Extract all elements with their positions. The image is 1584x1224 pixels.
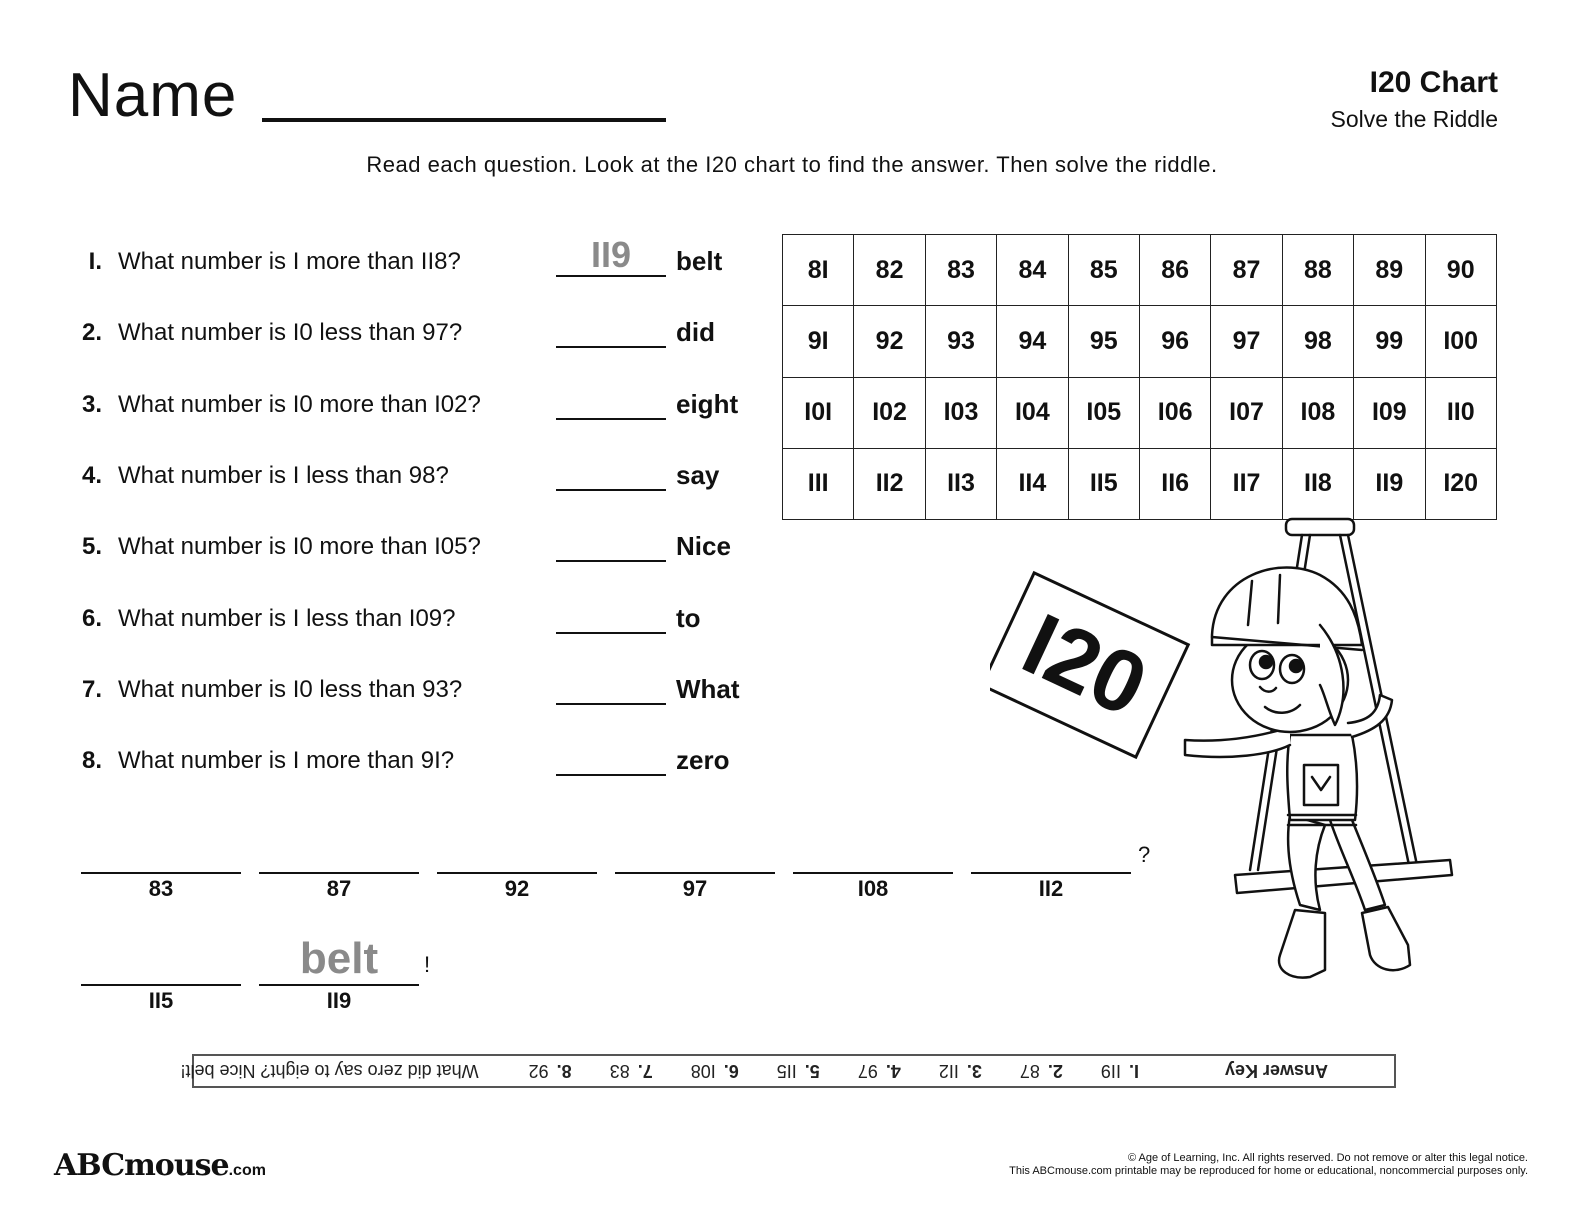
answer-key-item (610, 1062, 653, 1082)
chart-cell: 98 (1283, 306, 1354, 377)
chart-cell: 82 (854, 235, 925, 306)
question-row (74, 670, 774, 710)
answer-word: to (676, 602, 701, 633)
chart-cell: 88 (1283, 235, 1354, 306)
question-number: 6. (81, 604, 102, 632)
question-number: 2. (81, 319, 102, 347)
riddle-number-label: II5 (148, 988, 174, 1013)
answer-key-num: I. (1128, 1061, 1139, 1082)
riddle-number-label: I08 (857, 876, 889, 901)
question-row (74, 599, 774, 639)
chart-cell: I02 (854, 378, 925, 449)
answer-key-item (1020, 1062, 1063, 1082)
answer-blank[interactable] (556, 346, 666, 348)
answer-key-strip (180, 1054, 1396, 1088)
chart-cell: II3 (926, 449, 997, 520)
chart-cell: II0 (1426, 378, 1497, 449)
chart-cell: 85 (1069, 235, 1140, 306)
answer-key-item (529, 1062, 572, 1082)
answer-key-num: 2. (1047, 1061, 1063, 1082)
riddle-exclamation: ! (424, 952, 431, 977)
riddle-word: belt (299, 934, 379, 983)
question-number: 5. (81, 533, 102, 561)
chart-cell: I04 (997, 378, 1068, 449)
question-number: 7. (81, 675, 102, 703)
chart-cell: II7 (1211, 449, 1282, 520)
logo-main: ABCmouse (54, 1148, 229, 1183)
answer-key-value: 83 (609, 1061, 630, 1082)
answer-blank[interactable] (556, 632, 666, 634)
chart-cell: 96 (1140, 306, 1211, 377)
chart-cell: I07 (1211, 378, 1282, 449)
abcmouse-logo (54, 1148, 266, 1183)
chart-cell: 83 (926, 235, 997, 306)
answer-key-num: 7. (637, 1061, 653, 1082)
answer-key-value: II5 (776, 1061, 797, 1082)
question-number: 8. (81, 747, 102, 775)
chart-cell: 86 (1140, 235, 1211, 306)
chart-cell: 84 (997, 235, 1068, 306)
riddle-number-label: 83 (148, 876, 174, 901)
answer-word: zero (676, 745, 730, 776)
girl-on-swing-illustration (990, 515, 1470, 995)
chart-cell: II9 (1354, 449, 1425, 520)
riddle-number-label: II9 (326, 988, 352, 1013)
riddle-number-label: 92 (504, 876, 530, 901)
worksheet-subtitle: Solve the Riddle (1330, 106, 1498, 132)
question-text: What number is I0 less than 97? (118, 319, 463, 347)
riddle-number-label: 87 (326, 876, 352, 901)
question-number: 4. (81, 461, 102, 489)
riddle-number-label: II2 (1038, 876, 1064, 901)
answer-word: Nice (676, 531, 731, 562)
answer-key-num: 5. (804, 1061, 820, 1082)
riddle-number-label: 97 (682, 876, 708, 901)
question-text: What number is I more than II8? (118, 248, 461, 275)
answer-key-num: 8. (556, 1061, 572, 1082)
answer-key-title: Answer Key (1224, 1061, 1328, 1082)
question-text: What number is I less than 98? (118, 461, 449, 489)
answer-blank[interactable] (556, 774, 666, 776)
question-number: 3. (81, 390, 102, 418)
answer-key-item (691, 1062, 739, 1082)
question-number: I. (88, 248, 102, 275)
legal-notice (928, 1152, 1528, 1178)
answer-key-item (777, 1062, 820, 1082)
legal-line-2: This ABCmouse.com printable may be reproduced for home or educational, noncommercial purposes only. (1009, 1165, 1528, 1177)
answer-key-items (491, 1061, 1139, 1082)
riddle-blank-line[interactable] (259, 872, 419, 874)
chart-cell: 99 (1354, 306, 1425, 377)
chart-cell: II4 (997, 449, 1068, 520)
answer-blank[interactable] (556, 560, 666, 562)
question-row (74, 527, 774, 567)
answer-word: belt (676, 246, 723, 276)
chart-cell: 92 (854, 306, 925, 377)
answer-word: say (676, 459, 720, 490)
answer-blank[interactable] (556, 489, 666, 491)
question-row (74, 234, 774, 282)
answer-key-num: 4. (885, 1061, 901, 1082)
answer-key-item (939, 1062, 982, 1082)
question-text: What number is I0 more than I05? (118, 533, 481, 561)
chart-cell: 94 (997, 306, 1068, 377)
question-text: What number is I0 more than I02? (118, 390, 481, 418)
instructions: Read each question. Look at the I20 chart to find the answer. Then solve the riddle. (366, 152, 1218, 177)
chart-cell: I00 (1426, 306, 1497, 377)
question-text: What number is I0 less than 93? (118, 675, 463, 703)
riddle-blank-line[interactable] (437, 872, 597, 874)
answer-key-item (858, 1062, 901, 1082)
question-text: What number is I more than 9I? (118, 747, 455, 775)
chart-cell: 9I (783, 306, 854, 377)
chart-cell: II5 (1069, 449, 1140, 520)
chart-cell: III (783, 449, 854, 520)
chart-cell: I06 (1140, 378, 1211, 449)
number-chart-grid (782, 234, 1497, 520)
question-text: What number is I less than I09? (118, 604, 456, 632)
answer-key-value: 97 (857, 1061, 878, 1082)
answer-written: II9 (590, 234, 632, 275)
answer-key-item (1101, 1062, 1139, 1082)
riddle-blank-line[interactable] (259, 984, 419, 986)
chart-cell: I05 (1069, 378, 1140, 449)
chart-cell: 87 (1211, 235, 1282, 306)
chart-cell: II6 (1140, 449, 1211, 520)
answer-key-value: I08 (690, 1061, 716, 1082)
riddle-blank-line[interactable] (615, 872, 775, 874)
riddle-blank-line[interactable] (793, 872, 953, 874)
chart-cell: II2 (854, 449, 925, 520)
logo-suffix: .com (228, 1162, 266, 1179)
answer-key-value: 87 (1019, 1061, 1040, 1082)
chart-cell: 90 (1426, 235, 1497, 306)
question-row (74, 741, 774, 781)
answer-blank[interactable] (556, 703, 666, 705)
question-row (74, 385, 774, 425)
chart-cell: I09 (1354, 378, 1425, 449)
chart-cell: 95 (1069, 306, 1140, 377)
answer-word: eight (676, 388, 739, 419)
answer-blank[interactable] (556, 418, 666, 420)
chart-cell: 93 (926, 306, 997, 377)
chart-cell: I0I (783, 378, 854, 449)
chart-cell: II8 (1283, 449, 1354, 520)
riddle-blank-line[interactable] (81, 872, 241, 874)
answer-key-riddle: What did zero say to eight? Nice belt! (180, 1061, 479, 1082)
answer-word: did (676, 317, 715, 348)
answer-key-value: 92 (528, 1061, 549, 1082)
riddle-blank-line[interactable] (81, 984, 241, 986)
name-write-line[interactable] (262, 118, 666, 122)
chart-cell: 8I (783, 235, 854, 306)
chart-cell: I08 (1283, 378, 1354, 449)
chart-cell: I03 (926, 378, 997, 449)
legal-line-1: © Age of Learning, Inc. All rights reserved. Do not remove or alter this legal notice. (1127, 1152, 1528, 1164)
answer-key-num: 3. (966, 1061, 982, 1082)
worksheet-title: I20 Chart (1369, 66, 1498, 99)
sign-text: I20 (1008, 593, 1162, 736)
chart-cell: I20 (1426, 449, 1497, 520)
question-row (74, 313, 774, 353)
riddle-question-mark: ? (1138, 842, 1151, 867)
name-label: Name (68, 61, 238, 130)
answer-key-num: 6. (723, 1061, 739, 1082)
answer-word: What (676, 673, 740, 704)
question-row (74, 456, 774, 496)
answer-key-value: II2 (938, 1061, 959, 1082)
answer-key-value: II9 (1100, 1061, 1121, 1082)
chart-cell: 89 (1354, 235, 1425, 306)
chart-cell: 97 (1211, 306, 1282, 377)
